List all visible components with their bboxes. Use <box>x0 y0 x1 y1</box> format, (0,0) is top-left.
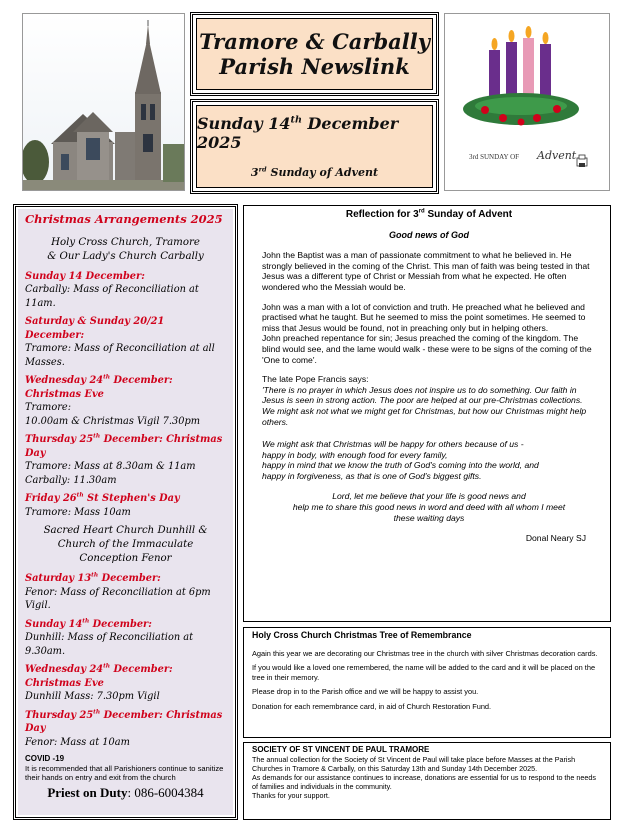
entry-body: 10.00am & Christmas Vigil 7.30pm <box>25 415 201 427</box>
entry-heading: Thursday 25th December: Christmas Day <box>25 432 223 459</box>
entry-body: Tramore: Mass at 8.30am & 11am <box>25 461 196 472</box>
advent-wreath-image <box>444 13 610 191</box>
church1-line2: & Our Lady's Church Carbally <box>47 250 204 262</box>
schedule-entry <box>25 270 226 311</box>
entry-body: Tramore: Mass 10am <box>25 506 131 518</box>
schedule-entry <box>25 572 226 613</box>
tree-of-remembrance-panel <box>243 627 611 738</box>
church1-line1: Holy Cross Church, Tramore <box>51 236 200 248</box>
priest-on-duty: Priest on Duty: 086-6004384 <box>47 784 204 800</box>
entry-heading: Friday 26th St Stephen's Day <box>25 491 180 504</box>
reflection-title: Reflection for 3rd Sunday of Advent <box>345 208 513 220</box>
church2-line1: Sacred Heart Church Dunhill & <box>43 525 208 536</box>
newsletter-title-box <box>190 12 439 96</box>
church-group-tramore-carbally <box>25 236 226 264</box>
reflection-subtitle: Good news of God <box>389 229 469 240</box>
entry-body: Carbally: 11.30am <box>25 474 117 486</box>
schedule-entry <box>25 618 226 659</box>
schedule-entry <box>25 492 226 519</box>
schedule-entry <box>25 374 226 428</box>
covid-text: It is recommended that all Parishioners continue to sanitize their hands on entry and exit from the church <box>25 763 224 782</box>
schedule-entry <box>25 709 226 750</box>
church-illustration <box>23 14 184 190</box>
entry-heading: Saturday 13th December: <box>25 571 161 584</box>
entry-heading: Sunday 14 December: <box>25 270 145 282</box>
date-box <box>190 99 439 194</box>
church-group-dunhill-fenor <box>25 524 226 566</box>
entry-body: Fenor: Mass of Reconciliation at 6pm Vigil. <box>25 586 211 611</box>
entry-body: Dunhill Mass: 7.30pm Vigil <box>25 691 160 702</box>
advent-caption-prefix: 3rd SUNDAY OF <box>469 153 520 161</box>
reflection-author: Donal Neary SJ <box>525 533 586 544</box>
entry-body: Tramore: Mass of Reconciliation at all Masses. <box>25 343 215 368</box>
advent-caption-script: Advent <box>537 149 577 162</box>
church-photo <box>22 13 185 191</box>
arrangements-title: Christmas Arrangements 2025 <box>25 212 223 226</box>
title-line-2: Parish Newslink <box>219 54 410 79</box>
closing-prayer: Lord, let me believe that your life is good news and help me to share this good news in word and deed with all whom I meet these waiting days <box>292 491 566 523</box>
entry-body: Tramore: <box>25 402 72 413</box>
liturgical-sunday: 3rd Sunday of Advent <box>250 165 379 179</box>
svp-title: SOCIETY OF ST VINCENT DE PAUL TRAMORE <box>252 745 430 754</box>
tree-paragraph: Donation for each remembrance card, in aid of Church Restoration Fund. <box>252 701 492 711</box>
title-line-1: Tramore & Carbally <box>199 29 430 54</box>
schedule-entry <box>25 433 226 487</box>
entry-heading: Saturday & Sunday 20/21 December: <box>25 316 165 341</box>
tree-paragraph: Please drop in to the Parish office and we will be happy to assist you. <box>252 687 479 697</box>
tree-title: Holy Cross Church Christmas Tree of Remembrance <box>252 630 472 640</box>
reflection-panel <box>243 205 611 622</box>
entry-body: Dunhill: Mass of Reconciliation at 9.30am. <box>25 632 194 657</box>
reflection-paragraph: John preached repentance for sin; Jesus preached the coming of the kingdom. The blind would see, and the lame would walk - these were to be signs of the coming of the 'One to come'. <box>262 333 592 365</box>
entry-heading: Wednesday 24th December: Christmas Eve <box>25 373 173 400</box>
schedule-entry <box>25 315 226 369</box>
christmas-wish: We might ask that Christmas will be happy for others because of us - happy in body, with enough food for every family, happy in mind that we know the truth of God's coming into the world, and happy in forgiveness, as that is one of God's biggest gifts. <box>262 439 539 481</box>
entry-body: Fenor: Mass at 10am <box>25 736 130 748</box>
svp-panel <box>243 742 611 820</box>
entry-heading: Sunday 14th December: <box>25 617 152 630</box>
issue-date: Sunday 14th December 2025 <box>197 114 399 152</box>
svp-paragraph: Thanks for your support. <box>252 791 330 800</box>
svp-paragraph: As demands for our assistance continues to increase, donations are essential for us to respond to the needs of families and individuals in the community. <box>252 773 597 791</box>
tree-paragraph: Again this year we are decorating our Christmas tree in the church with silver Christmas decoration cards. <box>252 648 598 658</box>
printer-icon <box>577 155 587 167</box>
covid-title: COVID -19 <box>25 754 65 763</box>
christmas-arrangements-panel <box>13 204 238 820</box>
entry-body: Carbally: Mass of Reconciliation at 11am. <box>25 284 199 309</box>
tree-paragraph: If you would like a loved one remembered, the name will be added to the card and it will be placed on the tree in their memory. <box>252 663 596 682</box>
svp-paragraph: The annual collection for the Society of St Vincent de Paul will take place before Masses at the Parish Churches in Tramore & Carbally, on this Saturday 13th and Sunday 14th December 2025. <box>252 755 576 773</box>
reflection-paragraph: John the Baptist was a man of passionate commitment to what he believed in. He strongly believed in the coming of the Christ. This man of faith was being tested in that Jesus was a different type of Christ or Messiah from what he expected. He often wondered who the Messiah would be. <box>262 250 590 292</box>
advent-wreath-icon <box>445 14 609 190</box>
church2-line2: Church of the Immaculate <box>57 539 194 550</box>
schedule-entry <box>25 663 226 704</box>
pope-quote: The late Pope Francis says: 'There is no prayer in which Jesus does not inspire us to do something. Our faith in Jesus is seen in strong action. The poor are helped at our pre-Christmas collections. We might ask not what we might get for Christmas, but how our Christmas might help others. <box>262 374 587 427</box>
covid-notice <box>25 754 226 783</box>
reflection-paragraph: John was a man with a lot of conviction and truth. He preached what he believed and practised what he taught. But he seemed to miss the point sometimes. He seemed to miss that Jesus would be found, not in preaching only but in helping others. <box>262 301 586 333</box>
church2-line3: Conception Fenor <box>79 553 172 564</box>
entry-heading: Wednesday 24th December: Christmas Eve <box>25 662 173 689</box>
entry-heading: Thursday 25th December: Christmas Day <box>25 708 223 734</box>
